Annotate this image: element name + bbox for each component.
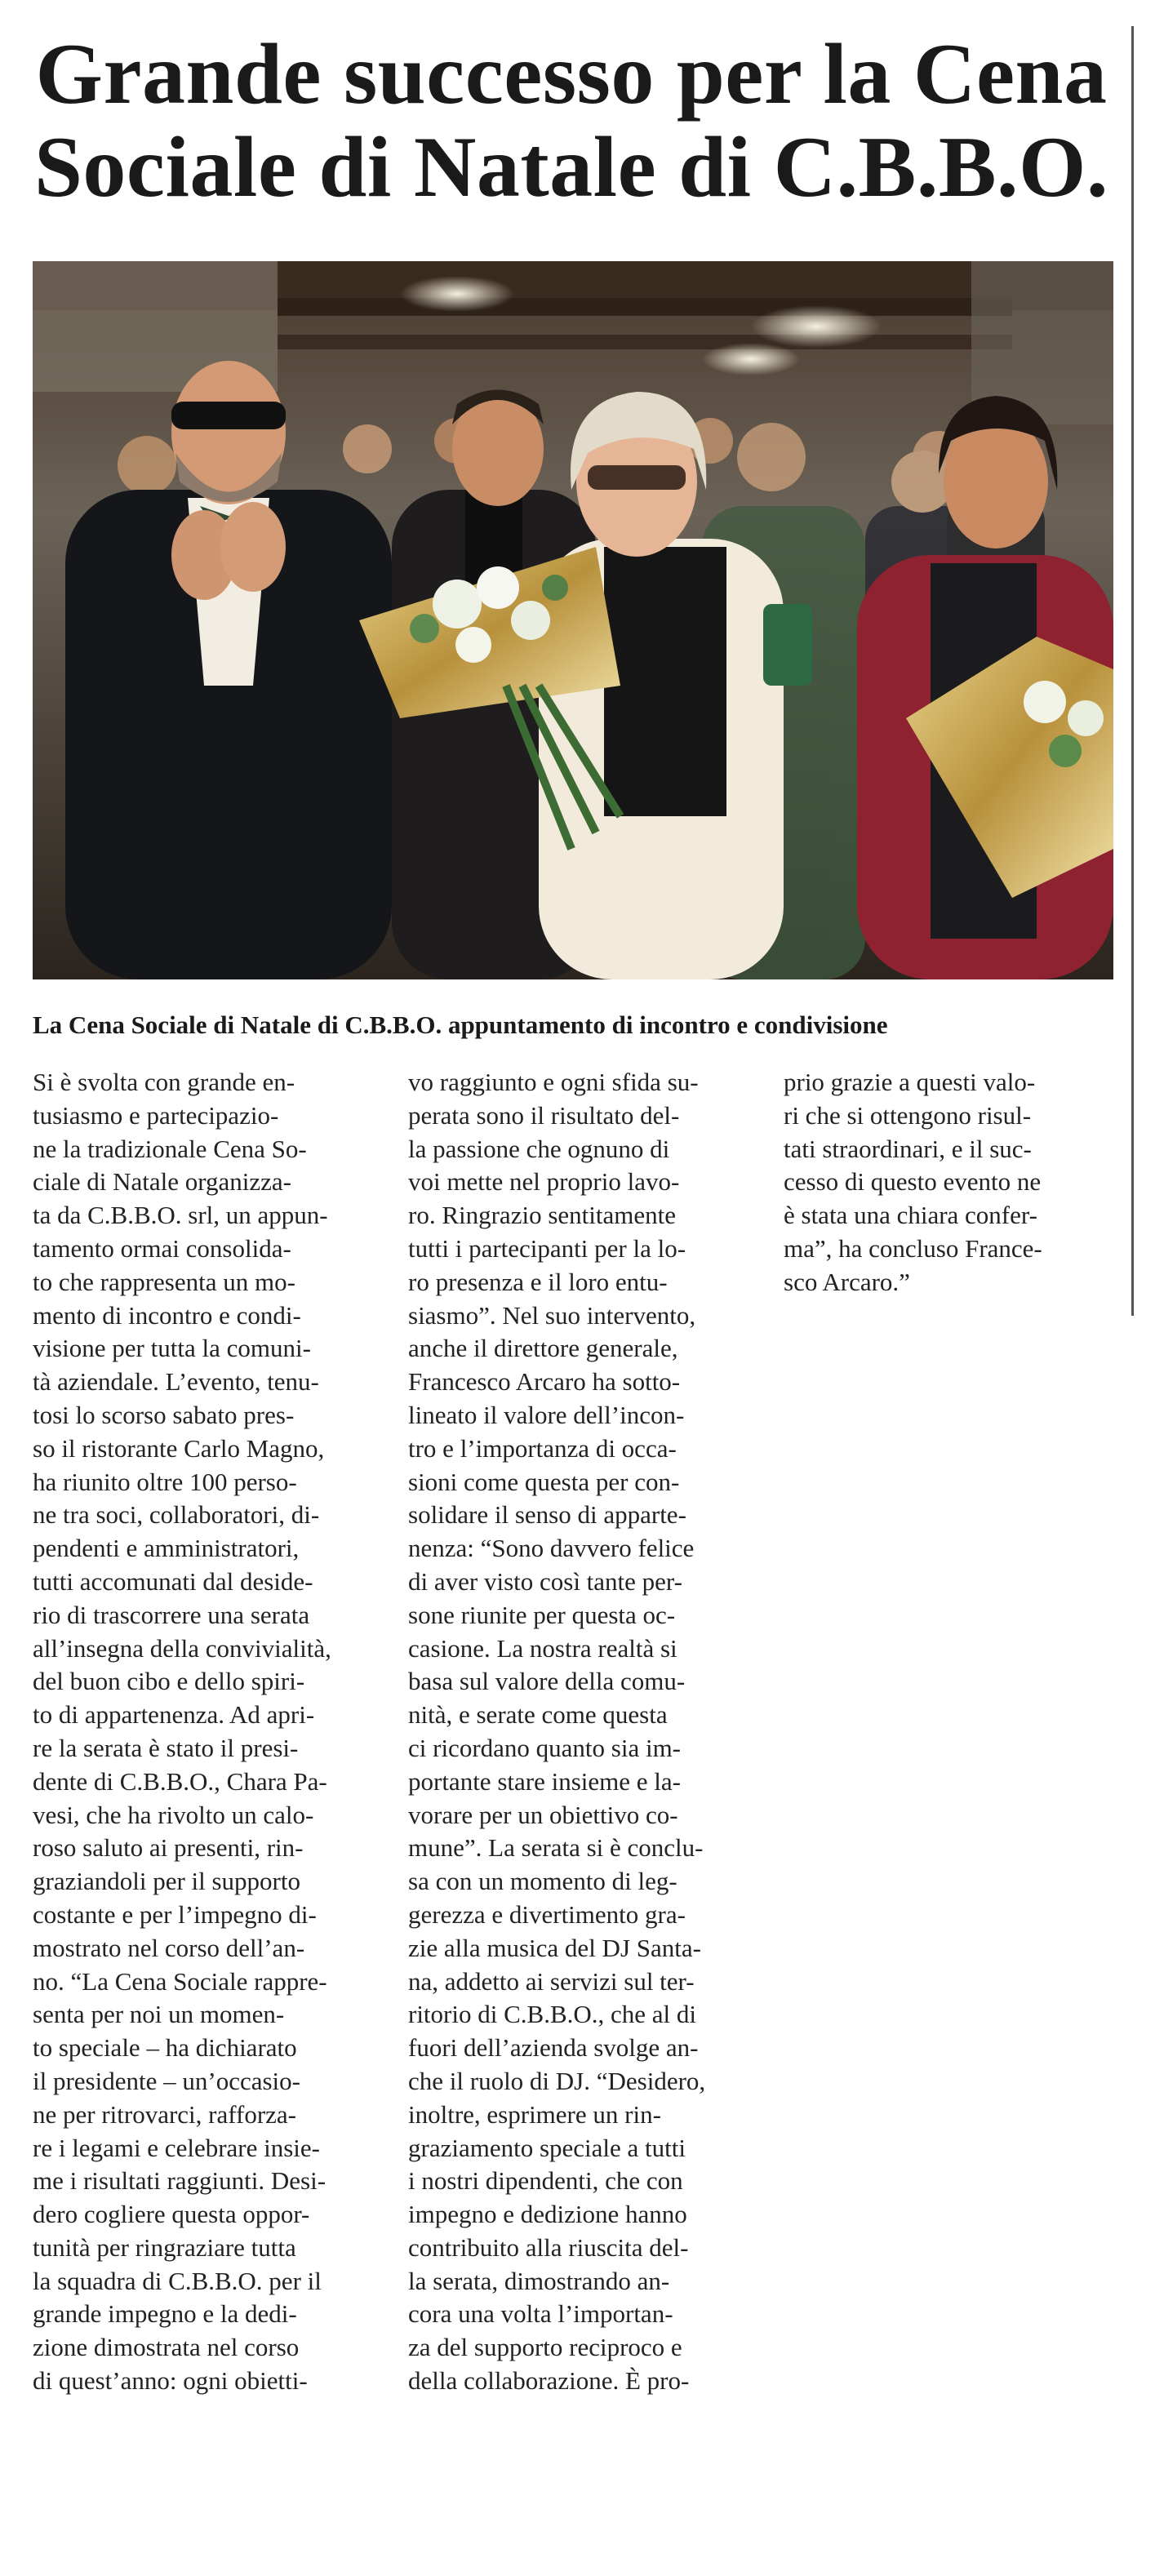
- text-line: all’insegna della convivialità,: [33, 1633, 331, 1663]
- text-line: tà aziendale. L’evento, tenu-: [33, 1367, 319, 1397]
- text-line: di aver visto così tante per-: [408, 1566, 682, 1596]
- photo-caption: La Cena Sociale di Natale di C.B.B.O. appuntamento di incontro e condivisione: [33, 1010, 888, 1039]
- text-line: del buon cibo e dello spiri-: [33, 1667, 305, 1696]
- headline-line-1: Grande successo per la Cena: [35, 26, 1108, 122]
- text-line: no. “La Cena Sociale rappre-: [33, 1966, 327, 1996]
- text-line: nità, e serate come questa: [408, 1700, 668, 1730]
- article-photo: [33, 261, 1113, 979]
- text-line: senta per noi un momen-: [33, 2000, 285, 2029]
- text-line: ne per ritrovarci, rafforza-: [33, 2099, 297, 2129]
- text-line: è stata una chiara confer-: [784, 1201, 1037, 1230]
- text-line: ne la tradizionale Cena So-: [33, 1134, 307, 1163]
- text-line: re la serata è stato il presi-: [33, 1733, 299, 1762]
- text-line: tosi lo scorso sabato pres-: [33, 1400, 295, 1429]
- text-line: portante stare insieme e la-: [408, 1766, 681, 1796]
- text-line: costante e per l’impegno di-: [33, 1899, 317, 1929]
- text-line: ritorio di C.B.B.O., che al di: [408, 2000, 697, 2029]
- article-headline: [24, 28, 1118, 214]
- text-line: zie alla musica del DJ Santa-: [408, 1933, 701, 1962]
- text-line: cesso di questo evento ne: [784, 1167, 1042, 1197]
- text-line: ne tra soci, collaboratori, di-: [33, 1500, 320, 1530]
- text-line: sioni come questa per con-: [408, 1467, 680, 1496]
- text-line: mostrato nel corso dell’an-: [33, 1933, 305, 1962]
- text-line: graziamento speciale a tutti: [408, 2133, 686, 2162]
- text-line: casione. La nostra realtà si: [408, 1633, 677, 1663]
- text-line: perata sono il risultato del-: [408, 1100, 680, 1130]
- text-line: solidare il senso di apparte-: [408, 1500, 686, 1530]
- text-line: visione per tutta la comuni-: [33, 1334, 311, 1363]
- text-line: me i risultati raggiunti. Desi-: [33, 2166, 327, 2196]
- text-line: cora una volta l’importan-: [408, 2299, 673, 2329]
- text-line: vesi, che ha rivolto un calo-: [33, 1800, 314, 1829]
- article-column-3: [784, 1066, 1126, 1299]
- text-line: tusiasmo e partecipazio-: [33, 1100, 279, 1130]
- text-line: grande impegno e la dedi-: [33, 2299, 297, 2329]
- text-line: della collaborazione. È pro-: [408, 2366, 690, 2396]
- text-line: ci ricordano quanto sia im-: [408, 1733, 682, 1762]
- text-line: to di appartenenza. Ad apri-: [33, 1700, 315, 1730]
- text-line: graziandoli per il supporto: [33, 1867, 300, 1896]
- text-line: roso saluto ai presenti, rin-: [33, 1833, 304, 1863]
- text-line: tati straordinari, e il suc-: [784, 1134, 1032, 1163]
- text-line: dente di C.B.B.O., Chara Pa-: [33, 1766, 327, 1796]
- text-line: il presidente – un’occasio-: [33, 2066, 300, 2095]
- text-line: za del supporto reciproco e: [408, 2333, 682, 2362]
- text-line: di quest’anno: ogni obietti-: [33, 2366, 308, 2396]
- column-rule: [1131, 26, 1134, 1316]
- text-line: dero cogliere questa oppor-: [33, 2200, 310, 2229]
- text-line: nenza: “Sono davvero felice: [408, 1534, 695, 1563]
- text-line: Francesco Arcaro ha sotto-: [408, 1367, 681, 1397]
- text-line: la passione che ognuno di: [408, 1134, 670, 1163]
- article-column-2: [408, 1066, 751, 2398]
- text-line: che il ruolo di DJ. “Desidero,: [408, 2066, 706, 2095]
- text-line: tro e l’importanza di occa-: [408, 1433, 677, 1463]
- text-line: vorare per un obiettivo co-: [408, 1800, 678, 1829]
- text-line: na, addetto ai servizi sul ter-: [408, 1966, 695, 1996]
- text-line: sone riunite per questa oc-: [408, 1600, 676, 1629]
- text-line: fuori dell’azienda svolge an-: [408, 2033, 699, 2063]
- text-line: la serata, dimostrando an-: [408, 2266, 670, 2295]
- text-line: to che rappresenta un mo-: [33, 1267, 295, 1296]
- text-line: ciale di Natale organizza-: [33, 1167, 291, 1197]
- text-line: sa con un momento di leg-: [408, 1867, 677, 1896]
- text-line: tutti i partecipanti per la lo-: [408, 1233, 686, 1263]
- text-line: mune”. La serata si è conclu-: [408, 1833, 704, 1863]
- text-line: tamento ormai consolida-: [33, 1233, 291, 1263]
- text-line: pendenti e amministratori,: [33, 1534, 300, 1563]
- text-line: i nostri dipendenti, che con: [408, 2166, 683, 2196]
- text-line: to speciale – ha dichiarato: [33, 2033, 297, 2063]
- text-line: tutti accomunati dal deside-: [33, 1566, 313, 1596]
- text-line: lineato il valore dell’incon-: [408, 1400, 685, 1429]
- text-line: inoltre, esprimere un rin-: [408, 2099, 661, 2129]
- text-line: basa sul valore della comu-: [408, 1667, 686, 1696]
- text-line: anche il direttore generale,: [408, 1334, 678, 1363]
- text-line: vo raggiunto e ogni sfida su-: [408, 1068, 699, 1096]
- text-line: gerezza e divertimento gra-: [408, 1899, 686, 1929]
- article-column-1: [33, 1066, 375, 2398]
- text-line: siasmo”. Nel suo intervento,: [408, 1300, 696, 1330]
- text-line: voi mette nel proprio lavo-: [408, 1167, 680, 1197]
- text-line: ri che si ottengono risul-: [784, 1100, 1032, 1130]
- text-line: sco Arcaro.”: [784, 1267, 910, 1296]
- text-line: so il ristorante Carlo Magno,: [33, 1433, 325, 1463]
- text-line: Si è svolta con grande en-: [33, 1068, 295, 1096]
- text-line: ha riunito oltre 100 perso-: [33, 1467, 297, 1496]
- text-line: re i legami e celebrare insie-: [33, 2133, 320, 2162]
- text-line: ro. Ringrazio sentitamente: [408, 1201, 676, 1230]
- text-line: mento di incontro e condi-: [33, 1300, 301, 1330]
- text-line: impegno e dedizione hanno: [408, 2200, 687, 2229]
- text-line: ma”, ha concluso France-: [784, 1233, 1042, 1263]
- text-line: contribuito alla riuscita del-: [408, 2232, 689, 2262]
- text-line: ta da C.B.B.O. srl, un appun-: [33, 1201, 328, 1230]
- text-line: rio di trascorrere una serata: [33, 1600, 310, 1629]
- text-line: tunità per ringraziare tutta: [33, 2232, 296, 2262]
- text-line: la squadra di C.B.B.O. per il: [33, 2266, 322, 2295]
- headline-line-2: Sociale di Natale di C.B.B.O.: [33, 119, 1108, 215]
- text-line: ro presenza e il loro entu-: [408, 1267, 668, 1296]
- text-line: prio grazie a questi valo-: [784, 1068, 1036, 1096]
- text-line: zione dimostrata nel corso: [33, 2333, 300, 2362]
- photo-illustration: [33, 261, 1113, 979]
